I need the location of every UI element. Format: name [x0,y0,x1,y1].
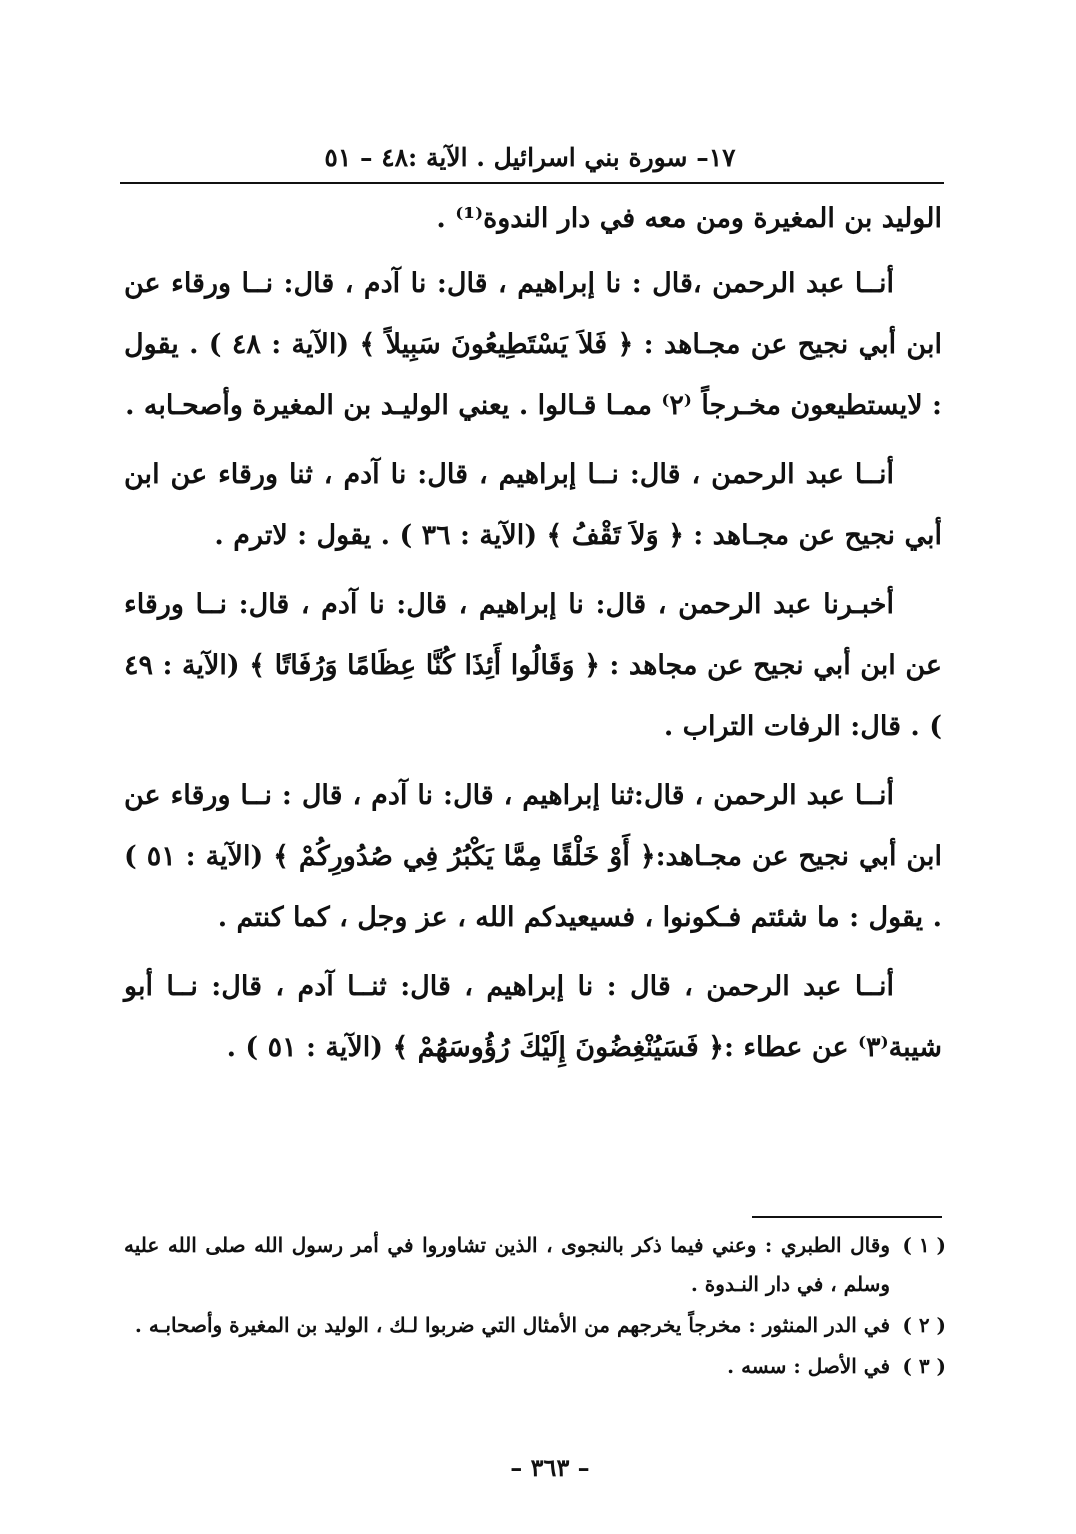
footnote-text: في الأصل : سسه . [727,1354,890,1378]
main-text [124,188,942,1086]
footnote-text: في الدر المنثور : مخرجاً يخرجهم من الأمثال التي ضربوا لـك ، الوليد بن المغيرة وأصحابـه . [134,1313,890,1337]
footnote-number: ( ٢ ) [902,1313,946,1337]
footnote-1 [124,1226,946,1304]
header-rule [120,182,944,184]
running-header: ١٧– سورة بني اسرائيل . الآية :٤٨ – ٥١ [324,143,736,172]
footnote-text: وقال الطبري : وعني فيما ذكر بالنجوى ، الذين تشاوروا في أمر رسول الله صلى الله عليه وسلم ، في دار النـدوة . [124,1233,890,1296]
page-number: – ٣٦٣ – [510,1453,590,1482]
footnote-number: ( ١ ) [902,1233,946,1257]
footnote-2 [124,1306,946,1345]
footnotes [124,1226,946,1388]
paragraph-verse-51-a: أنــا عبد الرحمن ، قال:ثنا إبراهيم ، قال: نا آدم ، قال : نــا ورقاء عن ابن أبي نجيح عن مجـاهد:﴿ أَوْ خَلْقًا مِمَّا يَكْبُرُ فِي صُدُورِكُمْ ﴾ (الآية : ٥١ ) . يقول : ما شئتم فـكونوا ، فسيعيدكم الله ، عز وجل ، كما كنتم . [124,780,942,933]
paragraph-verse-51-b: أنــا عبد الرحمن ، قال : نا إبراهيم ، قال: ثنــا آدم ، قال: نــا أبو شيبة⁽٣⁾ عن عطاء :﴿ فَسَيُنْغِضُونَ إِلَيْكَ رُؤُوسَهُمْ ﴾ (الآية : ٥١ ) . [124,971,942,1063]
footnote-rule [752,1216,942,1218]
footnote-3 [124,1347,946,1386]
paragraph-verse-48: أنــا عبد الرحمن ،قال : نا إبراهيم ، قال: نا آدم ، قال: نــا ورقاء عن ابن أبي نجيح عن مجـاهد : ﴿ فَلاَ يَسْتَطِيعُونَ سَبِيلاً ﴾ (الآية : ٤٨ ) . يقول : لايستطيعون مخـرجاً ⁽٢⁾ ممـا قـالوا . يعني الوليـد بن المغيرة وأصحـابه . [124,268,942,421]
paragraph-verse-36: أنــا عبد الرحمن ، قال: نــا إبراهيم ، قال: نا آدم ، ثنا ورقاء عن ابن أبي نجيح عن مجـاهد : ﴿ وَلاَ تَقْفُ ﴾ (الآية : ٣٦ ) . يقول : لاترم . [124,459,942,551]
paragraph-continuation: الوليد بن المغيرة ومن معه في دار الندوة⁽¹⁾ . [436,203,942,234]
footnote-number: ( ٣ ) [902,1354,946,1378]
paragraph-verse-49: أخبـرنا عبد الرحمن ، قال: نا إبراهيم ، قال: نا آدم ، قال: نــا ورقاء عن ابن أبي نجيح عن مجاهد : ﴿ وَقَالُوا أَئِذَا كُنَّا عِظَامًا وَرُفَاتًا ﴾ (الآية : ٤٩ ) . قال: الرفات التراب . [124,589,942,742]
